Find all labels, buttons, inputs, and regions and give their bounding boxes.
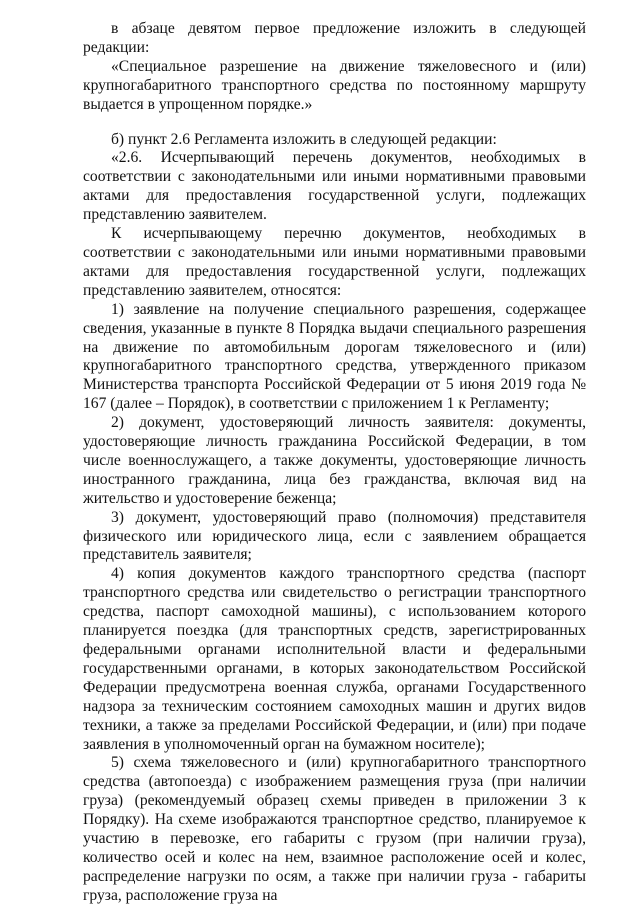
paragraph-intro: в абзаце девятом первое предложение изложить в следующей редакции: bbox=[83, 20, 586, 56]
list-item-2: 2) документ, удостоверяющий личность заявителя: документы, удостоверяющие личность гражданина Российской Федерации, в том числе военнослужащего, а также документы, удостоверяющие личность иностранного гражданина, лица без гражданства, включая вид на жительство и удостоверение беженца; bbox=[83, 414, 586, 507]
paragraph-item-b: б) пункт 2.6 Регламента изложить в следующей редакции: bbox=[111, 130, 497, 148]
list-item-5: 5) схема тяжеловесного и (или) крупногабаритного транспортного средства (автопоезда) с изображением размещения груза (при наличии груза) (рекомендуемый образец схемы приведен в приложении 3 к Порядку). На схеме изображаются транспортное средство, планируемое к участию в перевозке, его габариты с грузом (при наличии груза), количество осей и колес на нем, взаимное расположение осей и колес, распределение нагрузки по осям, а также при наличии груза - габариты груза, расположение груза на bbox=[83, 754, 586, 904]
paragraph-list-intro: К исчерпывающему перечню документов, необходимых в соответствии с законодательными или иными нормативными правовыми актами для предоставления государственной услуги, подлежащих представлению заявителем, относятся: bbox=[83, 225, 586, 299]
paragraph-section-2-6: «2.6. Исчерпывающий перечень документов, необходимых в соответствии с законодательными или иными нормативными правовыми актами для предоставления государственной услуги, подлежащих представлению заявителем. bbox=[83, 149, 586, 224]
list-item-3: 3) документ, удостоверяющий право (полномочия) представителя физического или юридического лица, если с заявлением обращается представитель заявителя; bbox=[83, 508, 586, 564]
list-item-4: 4) копия документов каждого транспортного средства (паспорт транспортного средства или свидетельство о регистрации транспортного средства, паспорт самоходной машины), с использованием которого планируется поездка (для транспортных средств, зарегистрированных федеральными органами исполнительной власти и федеральными государственными органами, в которых законодательством Российской Федерации предусмотрена военная служба, органами Государственного надзора за техническим состоянием самоходных машин и других видов техники, а также за пределами Российской Федерации, и (или) при подаче заявления в уполномоченный орган на бумажном носителе); bbox=[83, 565, 586, 753]
document-page bbox=[83, 20, 586, 906]
paragraph-quote: «Специальное разрешение на движение тяжеловесного и (или) крупногабаритного транспортного средства по постоянному маршруту выдается в упрощенном порядке.» bbox=[83, 57, 586, 113]
list-item-1: 1) заявление на получение специального разрешения, содержащее сведения, указанные в пункте 8 Порядка выдачи специального разрешения на движение по автомобильным дорогам тяжеловесного и (или) крупногабаритного транспортного средства, утвержденного приказом Министерства транспорта Российской Федерации от 5 июня 2019 года № 167 (далее – Порядок), в соответствии с приложением 1 к Регламенту; bbox=[83, 300, 586, 413]
